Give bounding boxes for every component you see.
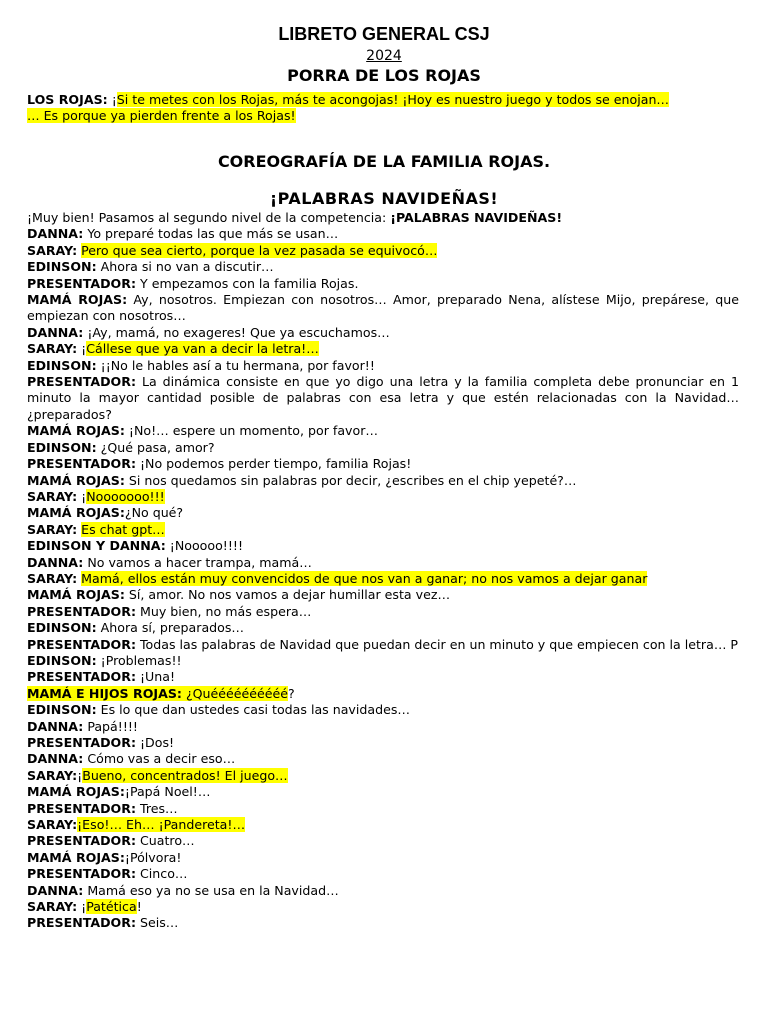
- dialogue-line: [27, 325, 739, 341]
- dialogue-text: Si nos quedamos sin palabras por decir, ¿escribes en el chip yepeté?…: [124, 472, 577, 488]
- dialogue-text: ¡Pólvora!: [124, 849, 182, 865]
- dialogue-line: [27, 702, 739, 718]
- dialogue-line: [27, 653, 739, 669]
- dialogue-text: Sí, amor. No nos vamos a dejar humillar esta vez…: [124, 587, 451, 603]
- dialogue-line: [27, 440, 739, 456]
- dialogue-text: Ay, nosotros. Empiezan con nosotros… Amor, preparado Nena, alístese Mijo, prepárese, que empiezan con nosotros…: [27, 292, 739, 324]
- dialogue-line: [27, 473, 739, 489]
- dialogue-text: Mamá eso ya no se usa en la Navidad…: [83, 882, 339, 898]
- dialogue-text: !: [136, 899, 142, 915]
- dialogue-text: Todas las palabras de Navidad que puedan decir en un minuto y que empiecen con la letra… P: [136, 636, 739, 652]
- highlighted-text: Mamá, ellos están muy convencidos de que nos van a ganar; no nos vamos a dejar ganar: [81, 570, 648, 586]
- dialogue-text: Papá!!!!: [83, 718, 138, 734]
- dialogue-text: ¡Dos!: [136, 735, 175, 750]
- dialogue-line: [27, 915, 739, 931]
- dialogue-text: Seis…: [136, 915, 179, 931]
- speaker-name: MAMÁ ROJAS:: [27, 292, 128, 308]
- dialogue-text: ¡Problemas!!: [96, 652, 182, 668]
- bold-text: ¡PALABRAS NAVIDEÑAS!: [390, 210, 563, 225]
- speaker-name: SARAY:: [27, 767, 78, 783]
- speaker-name: EDINSON:: [27, 259, 97, 275]
- year-text: 2024: [366, 48, 402, 64]
- dialogue-line: [27, 555, 739, 571]
- dialogue-text: La dinámica consiste en que yo digo una letra y la familia completa debe pronunciar en 1 minuto la mayor cantidad posible de palabras con esa letra y que estén relacionadas con la Navidad… ¿preparados?: [27, 374, 739, 422]
- dialogue-text: Cinco…: [136, 866, 188, 882]
- dialogue-text: ¡: [77, 899, 87, 915]
- speaker-name: PRESENTADOR:: [27, 456, 136, 472]
- speaker-name: DANNA:: [27, 751, 84, 767]
- dialogue-text: ¡Muy bien! Pasamos al segundo nivel de la competencia:: [27, 210, 391, 225]
- speaker-name: SARAY:: [27, 570, 78, 586]
- speaker-name: SARAY:: [27, 521, 78, 537]
- dialogue-line: [27, 620, 739, 636]
- highlighted-text: Bueno, concentrados! El juego…: [82, 767, 288, 783]
- dialogue-line: [27, 341, 739, 357]
- speaker-name: MAMÁ ROJAS:: [27, 784, 125, 800]
- year-label: [0, 48, 768, 64]
- speaker-name: MAMÁ ROJAS:: [27, 472, 125, 488]
- dialogue-text: Cuatro…: [136, 833, 195, 849]
- dialogue-line: [27, 226, 739, 242]
- porra-line-1: [27, 92, 739, 108]
- game-title: ¡PALABRAS NAVIDEÑAS!: [269, 189, 499, 208]
- speaker-name: SARAY:: [27, 817, 78, 833]
- speaker-name: EDINSON:: [27, 357, 97, 373]
- dialogue-line: [27, 456, 739, 472]
- dialogue-line: [27, 801, 739, 817]
- porra-highlight-2: … Es porque ya pierden frente a los Rojas!: [27, 108, 296, 123]
- dialogue-text: ¡: [77, 488, 87, 504]
- script-dialogue: [27, 210, 739, 932]
- dialogue-line: [27, 784, 739, 800]
- dialogue-text: ¡No podemos perder tiempo, familia Rojas!: [136, 456, 412, 472]
- dialogue-line: [27, 604, 739, 620]
- dialogue-line: [27, 817, 739, 833]
- porra-block: [27, 92, 739, 124]
- dialogue-text: Tres…: [136, 800, 178, 816]
- dialogue-line: [27, 866, 739, 882]
- speaker-name: EDINSON:: [27, 620, 97, 636]
- speaker-name: SARAY:: [27, 341, 78, 357]
- dialogue-line: [27, 571, 739, 587]
- speaker-name: PRESENTADOR:: [27, 833, 136, 849]
- dialogue-line: [27, 505, 739, 521]
- speaker-name: PRESENTADOR:: [27, 603, 136, 619]
- dialogue-line: [27, 637, 739, 653]
- speaker-name: DANNA:: [27, 718, 84, 734]
- speaker-name: PRESENTADOR:: [27, 915, 136, 931]
- speaker-name: DANNA:: [27, 554, 84, 570]
- porra-highlight-1: Si te metes con los Rojas, más te acongojas! ¡Hoy es nuestro juego y todos se enojan…: [116, 92, 670, 107]
- dialogue-text: ¡Una!: [136, 669, 176, 685]
- dialogue-text: ¡Nooooo!!!!: [165, 538, 243, 554]
- speaker-name: PRESENTADOR:: [27, 636, 136, 652]
- dialogue-text: ¡No!… espere un momento, por favor…: [124, 423, 378, 439]
- speaker-name: DANNA:: [27, 324, 84, 340]
- speaker-name: PRESENTADOR:: [27, 866, 136, 882]
- dialogue-line: [27, 259, 739, 275]
- dialogue-text: Es lo que dan ustedes casi todas las navidades…: [96, 702, 410, 718]
- dialogue-line: [27, 423, 739, 439]
- dialogue-line: [27, 850, 739, 866]
- document-title: LIBRETO GENERAL CSJ: [278, 24, 490, 44]
- dialogue-line: [27, 538, 739, 554]
- speaker-name: EDINSON:: [27, 439, 97, 455]
- dialogue-line: [27, 719, 739, 735]
- dialogue-line: [27, 276, 739, 292]
- highlighted-text: ¿Quéééééééééé: [181, 685, 289, 701]
- speaker-name: SARAY:: [27, 899, 78, 915]
- dialogue-line: [27, 243, 739, 259]
- speaker-name: SARAY:: [27, 242, 78, 258]
- porra-speaker: LOS ROJAS:: [27, 92, 108, 107]
- dialogue-line: [27, 833, 739, 849]
- dialogue-line: [27, 489, 739, 505]
- dialogue-text: ?: [288, 685, 295, 701]
- dialogue-line: [27, 587, 739, 603]
- speaker-name: PRESENTADOR:: [27, 669, 136, 685]
- dialogue-text: No vamos a hacer trampa, mamá…: [83, 554, 312, 570]
- speaker-name: PRESENTADOR:: [27, 800, 136, 816]
- highlighted-text: Pero que sea cierto, porque la vez pasada se equivocó…: [81, 242, 438, 258]
- dialogue-line: [27, 883, 739, 899]
- dialogue-line: [27, 374, 739, 423]
- dialogue-line: [27, 358, 739, 374]
- speaker-name: DANNA:: [27, 226, 84, 242]
- dialogue-text: Yo preparé todas las que más se usan…: [83, 226, 339, 242]
- highlighted-text: Nooooooo!!!: [86, 488, 165, 504]
- dialogue-text: ¡Papá Noel!…: [124, 784, 211, 800]
- speaker-name: MAMÁ ROJAS:: [27, 505, 125, 521]
- dialogue-line: [27, 522, 739, 538]
- highlighted-text: Patética: [86, 899, 137, 915]
- dialogue-line: [27, 210, 739, 226]
- dialogue-text: ¡: [77, 341, 87, 357]
- highlighted-text: ¡Eso!… Eh… ¡Pandereta!…: [77, 817, 246, 833]
- section-title: COREOGRAFÍA DE LA FAMILIA ROJAS.: [217, 152, 551, 171]
- speaker-name: PRESENTADOR:: [27, 374, 136, 390]
- dialogue-line: [27, 899, 739, 915]
- highlighted-text: Es chat gpt…: [81, 521, 165, 537]
- porra-open-mark: ¡: [111, 92, 117, 107]
- speaker-name: MAMÁ E HIJOS ROJAS:: [27, 685, 182, 701]
- dialogue-line: [27, 735, 739, 751]
- dialogue-line: [27, 292, 739, 325]
- dialogue-text: Muy bien, no más espera…: [136, 603, 312, 619]
- speaker-name: EDINSON Y DANNA:: [27, 538, 166, 554]
- porra-line-2: [27, 108, 739, 124]
- speaker-name: DANNA:: [27, 882, 84, 898]
- speaker-name: MAMÁ ROJAS:: [27, 423, 125, 439]
- porra-title: PORRA DE LOS ROJAS: [287, 66, 481, 85]
- speaker-name: EDINSON:: [27, 702, 97, 718]
- dialogue-text: ¡: [77, 767, 83, 783]
- speaker-name: EDINSON:: [27, 652, 97, 668]
- dialogue-text: Y empezamos con la familia Rojas.: [136, 275, 359, 291]
- dialogue-text: ¿Qué pasa, amor?: [96, 439, 215, 455]
- speaker-name: MAMÁ ROJAS:: [27, 849, 125, 865]
- dialogue-text: ¡¡No le hables así a tu hermana, por favor!!: [96, 357, 375, 373]
- dialogue-line: [27, 768, 739, 784]
- speaker-name: MAMÁ ROJAS:: [27, 587, 125, 603]
- dialogue-text: ¿No qué?: [124, 505, 184, 521]
- highlighted-text: Cállese que ya van a decir la letra!…: [86, 341, 319, 357]
- dialogue-line: [27, 751, 739, 767]
- dialogue-text: Ahora sí, preparados…: [96, 620, 245, 636]
- speaker-name: PRESENTADOR:: [27, 735, 136, 750]
- dialogue-line: [27, 669, 739, 685]
- speaker-name: PRESENTADOR:: [27, 275, 136, 291]
- dialogue-line: [27, 686, 739, 702]
- dialogue-text: Ahora si no van a discutir…: [96, 259, 274, 275]
- dialogue-text: ¡Ay, mamá, no exageres! Que ya escuchamos…: [83, 324, 390, 340]
- dialogue-text: Cómo vas a decir eso…: [83, 751, 236, 767]
- speaker-name: SARAY:: [27, 488, 78, 504]
